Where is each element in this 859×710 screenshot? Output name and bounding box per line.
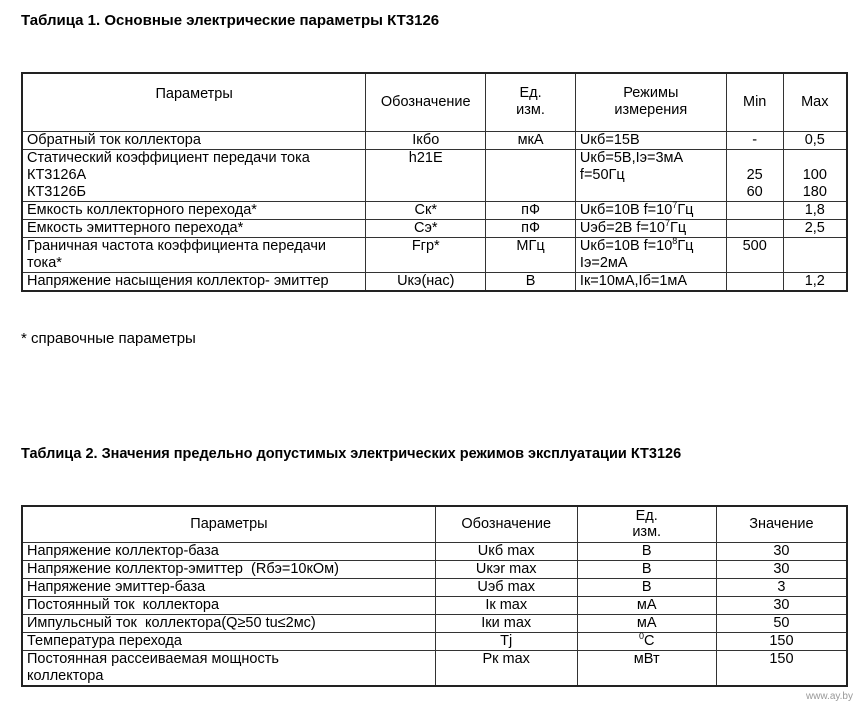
table-row xyxy=(22,131,847,149)
cell-value: 30 xyxy=(716,596,847,614)
table-row xyxy=(22,272,847,291)
cell-unit: МГц xyxy=(486,237,576,272)
table-row xyxy=(22,237,847,272)
header-unit: Ед. изм. xyxy=(577,506,716,542)
cell-symbol: h21E xyxy=(366,149,486,201)
cell-symbol: Uкб max xyxy=(435,542,577,560)
cell-mode: Iк=10мА,Iб=1мА xyxy=(575,272,726,291)
table-row xyxy=(22,614,847,632)
cell-symbol: Cэ* xyxy=(366,219,486,237)
cell-param: Постоянная рассеиваемая мощность коллектора xyxy=(22,650,435,686)
table-row xyxy=(22,149,847,201)
table-row xyxy=(22,560,847,578)
cell-mode: Uэб=2В $f=10^7Гц$ xyxy=(575,219,726,237)
cell-param: Импульсный ток коллектора(Q≥50 tu≤2мс) xyxy=(22,614,435,632)
cell-symbol: Uкэr max xyxy=(435,560,577,578)
cell-param: Напряжение насыщения коллектор- эмиттер xyxy=(22,272,366,291)
cell-param: Постоянный ток коллектора xyxy=(22,596,435,614)
cell-symbol: Tj xyxy=(435,632,577,650)
cell-unit: В xyxy=(577,542,716,560)
cell-symbol: Uэб max xyxy=(435,578,577,596)
cell-value: 50 xyxy=(716,614,847,632)
cell-unit: $^0$C xyxy=(577,632,716,650)
cell-param: Емкость эмиттерного перехода* xyxy=(22,219,366,237)
cell-mode: Uкб=5В,Iэ=3мА f=50Гц xyxy=(575,149,726,201)
header-unit: Ед. изм. xyxy=(486,73,576,131)
cell-symbol: Iк max xyxy=(435,596,577,614)
cell-mode: Uкб=10В $f=10^7Гц$ xyxy=(575,201,726,219)
table2-title: Таблица 2. Значения предельно допустимых электрических режимов эксплуатации КТ3126 xyxy=(21,446,682,462)
cell-value: 30 xyxy=(716,542,847,560)
cell-symbol: Cк* xyxy=(366,201,486,219)
cell-unit: пФ xyxy=(486,219,576,237)
cell-min: 25 60 xyxy=(726,149,783,201)
header-symbol: Обозначение xyxy=(435,506,577,542)
table-row xyxy=(22,650,847,686)
cell-max xyxy=(783,237,847,272)
table1 xyxy=(21,72,848,292)
cell-param: Статический коэффициент передачи тока КТ3126А КТ3126Б xyxy=(22,149,366,201)
table-row xyxy=(22,219,847,237)
cell-min xyxy=(726,219,783,237)
cell-max: 100 180 xyxy=(783,149,847,201)
cell-value: 3 xyxy=(716,578,847,596)
cell-unit: В xyxy=(577,578,716,596)
cell-min: 500 xyxy=(726,237,783,272)
header-param: Параметры xyxy=(22,506,435,542)
cell-max: 1,2 xyxy=(783,272,847,291)
cell-unit: В xyxy=(486,272,576,291)
cell-param: Напряжение коллектор-база xyxy=(22,542,435,560)
cell-param: Обратный ток коллектора xyxy=(22,131,366,149)
cell-min xyxy=(726,201,783,219)
table-row xyxy=(22,542,847,560)
cell-param: Емкость коллекторного перехода* xyxy=(22,201,366,219)
cell-unit xyxy=(486,149,576,201)
cell-param: Напряжение эмиттер-база xyxy=(22,578,435,596)
cell-symbol: Uкэ(нас) xyxy=(366,272,486,291)
cell-unit: В xyxy=(577,560,716,578)
watermark: www.ay.by xyxy=(805,691,853,702)
cell-value: 150 xyxy=(716,632,847,650)
cell-param: Температура перехода xyxy=(22,632,435,650)
cell-min: - xyxy=(726,131,783,149)
cell-symbol: Fгр* xyxy=(366,237,486,272)
cell-symbol: Iки max xyxy=(435,614,577,632)
table1-header-row xyxy=(22,73,847,131)
table1-title: Таблица 1. Основные электрические параметры КТ3126 xyxy=(21,12,440,29)
header-mode: Режимы измерения xyxy=(575,73,726,131)
table2-header-row xyxy=(22,506,847,542)
table2 xyxy=(21,505,848,687)
cell-mode: Uкб=10В $f=10^8Гц$ Iэ=2мА xyxy=(575,237,726,272)
cell-symbol: Iкбо xyxy=(366,131,486,149)
cell-min xyxy=(726,272,783,291)
cell-unit: пФ xyxy=(486,201,576,219)
cell-mode: Uкб=15В xyxy=(575,131,726,149)
cell-max: 1,8 xyxy=(783,201,847,219)
cell-symbol: Pк max xyxy=(435,650,577,686)
table-row xyxy=(22,201,847,219)
table-row xyxy=(22,596,847,614)
cell-value: 150 xyxy=(716,650,847,686)
footnote: * справочные параметры xyxy=(21,330,196,347)
header-value: Значение xyxy=(716,506,847,542)
cell-unit: мкА xyxy=(486,131,576,149)
cell-param: Граничная частота коэффициента передачи тока* xyxy=(22,237,366,272)
cell-param: Напряжение коллектор-эмиттер (Rбэ=10кОм) xyxy=(22,560,435,578)
header-symbol: Обозначение xyxy=(366,73,486,131)
cell-unit: мА xyxy=(577,614,716,632)
table-row xyxy=(22,578,847,596)
header-param: Параметры xyxy=(22,73,366,131)
cell-max: 0,5 xyxy=(783,131,847,149)
cell-unit: мВт xyxy=(577,650,716,686)
header-max: Max xyxy=(783,73,847,131)
header-min: Min xyxy=(726,73,783,131)
table-row xyxy=(22,632,847,650)
cell-value: 30 xyxy=(716,560,847,578)
cell-unit: мА xyxy=(577,596,716,614)
cell-max: 2,5 xyxy=(783,219,847,237)
